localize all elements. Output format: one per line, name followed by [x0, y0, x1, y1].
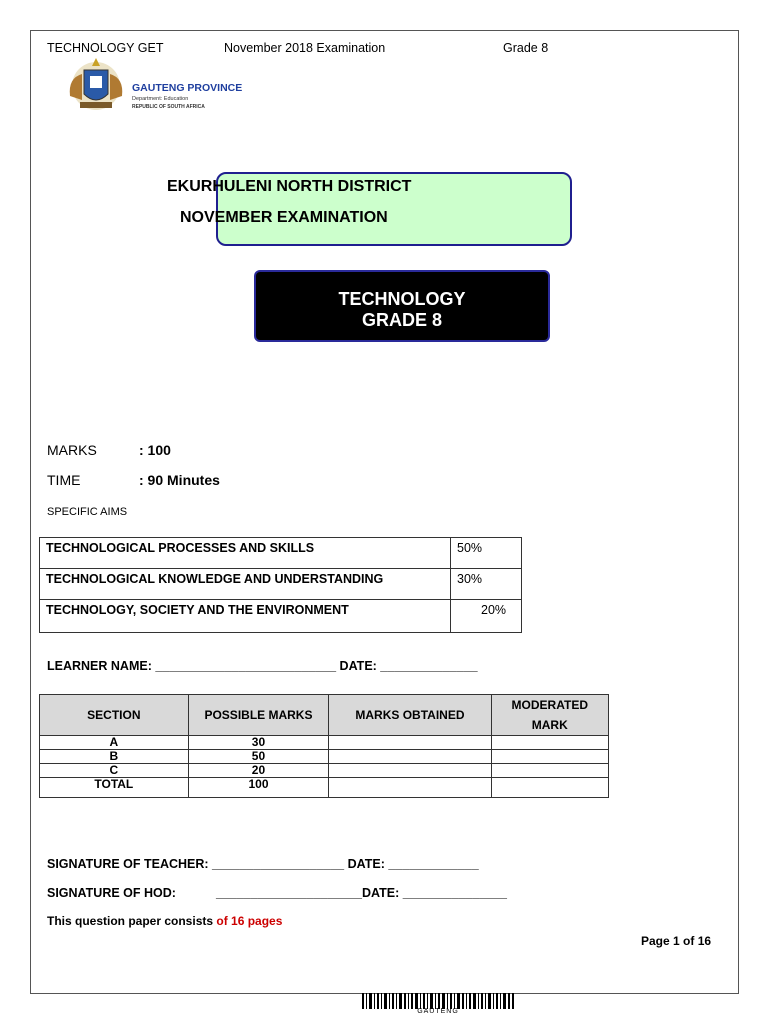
- hod-signature-line[interactable]: _____________________DATE: _______________: [216, 886, 508, 900]
- exam-title: NOVEMBER EXAMINATION: [180, 209, 388, 226]
- page-word: Page: [641, 934, 674, 948]
- header-exam: November 2018 Examination: [224, 41, 386, 55]
- obtained-cell[interactable]: [329, 736, 491, 750]
- page-current: 1: [673, 934, 680, 948]
- aims-row: [40, 538, 522, 569]
- moderated-cell[interactable]: [491, 750, 608, 764]
- teacher-signature-line[interactable]: SIGNATURE OF TEACHER: ___________________ DATE: _____________: [47, 857, 479, 871]
- section-cell: TOTAL: [40, 778, 189, 798]
- aims-row: [40, 569, 522, 600]
- aim-label: TECHNOLOGICAL KNOWLEDGE AND UNDERSTANDING: [40, 569, 451, 600]
- page-number: [641, 934, 711, 948]
- logo-title: GAUTENG PROVINCE: [132, 82, 243, 94]
- aim-percent: 50%: [451, 538, 522, 569]
- header-subject: TECHNOLOGY GET: [47, 41, 164, 55]
- hod-signature-label: SIGNATURE OF HOD:: [47, 886, 176, 900]
- marks-label: MARKS: [47, 442, 97, 458]
- subject-box: [254, 270, 550, 342]
- aims-table: [39, 537, 522, 633]
- obtained-cell[interactable]: [329, 778, 491, 798]
- obtained-cell[interactable]: [329, 750, 491, 764]
- subject-title: TECHNOLOGY: [338, 289, 466, 309]
- col-header: SECTION: [40, 695, 189, 736]
- grade-title: GRADE 8: [361, 310, 442, 330]
- obtained-cell[interactable]: [329, 764, 491, 778]
- page-total: 16: [697, 934, 712, 948]
- district-title: EKURHULENI NORTH DISTRICT: [167, 178, 412, 195]
- col-header: MODERATED MARK: [491, 695, 608, 736]
- section-cell: A: [40, 736, 189, 750]
- logo-country: REPUBLIC OF SOUTH AFRICA: [132, 104, 205, 110]
- barcode: [362, 993, 514, 1017]
- aim-percent: 30%: [451, 569, 522, 600]
- marks-table-header: [40, 695, 609, 736]
- aims-heading: SPECIFIC AIMS: [47, 506, 128, 518]
- header-grade: Grade 8: [503, 41, 549, 55]
- marks-table: [39, 694, 609, 798]
- col-header: MARKS OBTAINED: [329, 695, 491, 736]
- section-cell: B: [40, 750, 189, 764]
- barcode-icon: [362, 993, 514, 1009]
- moderated-cell[interactable]: [491, 778, 608, 798]
- aim-label: TECHNOLOGICAL PROCESSES AND SKILLS: [40, 538, 451, 569]
- gauteng-logo: [60, 56, 243, 114]
- moderated-cell[interactable]: [491, 764, 608, 778]
- page-count-note: [47, 914, 282, 928]
- aim-label: TECHNOLOGY, SOCIETY AND THE ENVIRONMENT: [40, 600, 451, 633]
- aims-row: [40, 600, 522, 633]
- table-row: [40, 736, 609, 750]
- aim-percent: 20%: [451, 600, 522, 633]
- possible-cell: 50: [188, 750, 329, 764]
- time-value: : 90 Minutes: [139, 472, 220, 488]
- table-row: [40, 778, 609, 798]
- col-header: POSSIBLE MARKS: [188, 695, 329, 736]
- page-of: of: [679, 934, 698, 948]
- learner-name-line[interactable]: LEARNER NAME: __________________________ DATE: ______________: [47, 659, 478, 673]
- barcode-text: GAUTENG: [417, 1008, 459, 1015]
- marks-value: : 100: [139, 442, 171, 458]
- table-row: [40, 764, 609, 778]
- section-cell: C: [40, 764, 189, 778]
- time-label: TIME: [47, 472, 81, 488]
- page-count-text: This question paper consists: [47, 914, 217, 928]
- possible-cell: 30: [188, 736, 329, 750]
- page-count-red: of 16 pages: [216, 914, 283, 928]
- table-row: [40, 750, 609, 764]
- moderated-cell[interactable]: [491, 736, 608, 750]
- possible-cell: 100: [188, 778, 329, 798]
- possible-cell: 20: [188, 764, 329, 778]
- logo-dept: Department: Education: [132, 96, 189, 102]
